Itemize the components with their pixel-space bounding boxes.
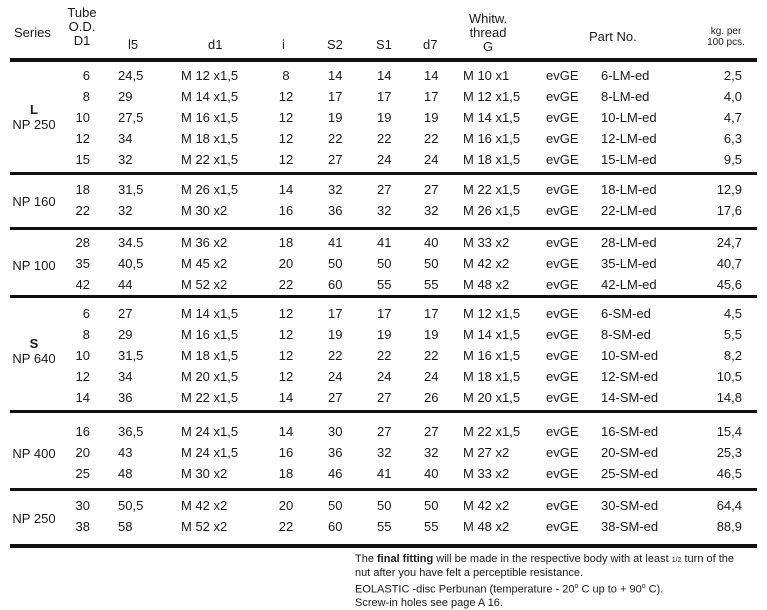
cell-s2: 19 — [328, 327, 343, 342]
cell-i: 14 — [278, 182, 294, 197]
cell-i: 12 — [278, 152, 294, 167]
cell-thread: M 12 x1,5 — [181, 68, 239, 83]
cell-thread: M 14 x1,5 — [181, 306, 239, 321]
cell-part: 6-SM-ed — [601, 306, 651, 321]
cell-s2: 50 — [328, 498, 343, 513]
cell-d1od: 8 — [82, 89, 90, 104]
cell-s2: 46 — [328, 466, 343, 481]
cell-d1od: 42 — [75, 277, 90, 292]
cell-pre: evGE — [546, 466, 579, 481]
cell-pre: evGE — [546, 519, 579, 534]
cell-i: 14 — [278, 390, 294, 405]
header-kg-line2: 100 pcs. — [707, 37, 745, 48]
cell-l5: 27 — [118, 306, 133, 321]
cell-part: 25-SM-ed — [601, 466, 659, 481]
cell-part: 12-LM-ed — [601, 131, 657, 146]
cell-part: 16-SM-ed — [601, 424, 659, 439]
cell-part: 8-LM-ed — [601, 89, 650, 104]
cell-d1od: 38 — [75, 519, 90, 534]
group-divider — [10, 488, 757, 491]
cell-part: 20-SM-ed — [601, 445, 659, 460]
cell-pre: evGE — [546, 203, 579, 218]
cell-g: M 48 x2 — [463, 277, 510, 292]
cell-part: 28-LM-ed — [601, 235, 657, 250]
cell-kg: 12,9 — [716, 182, 742, 197]
cell-l5: 32 — [118, 203, 133, 218]
cell-l5: 27,5 — [118, 110, 144, 125]
cell-d1od: 22 — [75, 203, 90, 218]
cell-d1od: 12 — [75, 369, 90, 384]
cell-d1od: 14 — [75, 390, 90, 405]
cell-d7: 50 — [424, 256, 439, 271]
cell-l5: 32 — [118, 152, 133, 167]
series-label-group-1 — [4, 102, 64, 132]
cell-kg: 14,8 — [716, 390, 742, 405]
cell-s1: 55 — [377, 277, 392, 292]
group-divider — [10, 172, 757, 175]
cell-kg: 5,5 — [723, 327, 742, 342]
cell-g: M 27 x2 — [463, 445, 510, 460]
cell-kg: 45,6 — [716, 277, 742, 292]
cell-d1od: 6 — [82, 306, 90, 321]
cell-kg: 40,7 — [716, 256, 742, 271]
cell-pre: evGE — [546, 327, 579, 342]
cell-d7: 27 — [424, 182, 439, 197]
cell-pre: evGE — [546, 277, 579, 292]
cell-d1od: 15 — [75, 152, 90, 167]
series-label-group-2 — [4, 194, 64, 209]
cell-kg: 88,9 — [716, 519, 742, 534]
header-kg-line1: kg. per — [710, 26, 742, 37]
cell-s1: 17 — [377, 89, 392, 104]
cell-s1: 50 — [377, 256, 392, 271]
cell-l5: 29 — [118, 327, 133, 342]
series-pressure: NP 250 — [12, 511, 56, 526]
header-whitw-thread — [462, 12, 514, 54]
header-i: i — [282, 37, 285, 52]
footer-rule — [10, 544, 757, 548]
cell-i: 8 — [282, 68, 290, 83]
cell-d1od: 20 — [75, 445, 90, 460]
cell-thread: M 52 x2 — [181, 277, 228, 292]
series-pressure: NP 100 — [12, 258, 56, 273]
cell-l5: 58 — [118, 519, 133, 534]
series-label-group-3 — [4, 258, 64, 273]
cell-l5: 48 — [118, 466, 133, 481]
cell-i: 14 — [278, 424, 294, 439]
cell-part: 10-SM-ed — [601, 348, 659, 363]
cell-i: 16 — [278, 445, 294, 460]
cell-d7: 55 — [424, 519, 439, 534]
cell-g: M 18 x1,5 — [463, 152, 521, 167]
cell-thread: M 16 x1,5 — [181, 110, 239, 125]
cell-part: 10-LM-ed — [601, 110, 657, 125]
group-divider — [10, 410, 757, 413]
note-line-2: nut after you have felt a perceptible resistance. — [355, 567, 584, 579]
cell-thread: M 14 x1,5 — [181, 89, 239, 104]
cell-pre: evGE — [546, 110, 579, 125]
cell-kg: 4,0 — [723, 89, 742, 104]
cell-pre: evGE — [546, 89, 579, 104]
cell-i: 12 — [278, 369, 294, 384]
cell-d1od: 10 — [75, 348, 90, 363]
cell-part: 18-LM-ed — [601, 182, 657, 197]
cell-l5: 40,5 — [118, 256, 144, 271]
cell-pre: evGE — [546, 68, 579, 83]
cell-s2: 17 — [328, 89, 343, 104]
cell-l5: 31,5 — [118, 182, 144, 197]
cell-kg: 6,3 — [723, 131, 742, 146]
cell-g: M 18 x1,5 — [463, 369, 521, 384]
cell-kg: 15,4 — [716, 424, 742, 439]
cell-thread: M 30 x2 — [181, 203, 228, 218]
cell-d7: 17 — [424, 306, 439, 321]
cell-s1: 50 — [377, 498, 392, 513]
cell-g: M 12 x1,5 — [463, 306, 521, 321]
cell-i: 22 — [278, 519, 294, 534]
cell-g: M 12 x1,5 — [463, 89, 521, 104]
cell-pre: evGE — [546, 445, 579, 460]
cell-s2: 60 — [328, 519, 343, 534]
cell-s2: 41 — [328, 235, 343, 250]
header-whitw-line3: G — [482, 39, 494, 54]
cell-i: 12 — [278, 348, 294, 363]
header-tube-od — [62, 6, 102, 48]
cell-part: 22-LM-ed — [601, 203, 657, 218]
group-divider — [10, 295, 757, 298]
cell-thread: M 26 x1,5 — [181, 182, 239, 197]
cell-s2: 36 — [328, 203, 343, 218]
header-series: Series — [14, 25, 51, 40]
cell-l5: 44 — [118, 277, 133, 292]
header-s1: S1 — [376, 37, 392, 52]
cell-l5: 34.5 — [118, 235, 144, 250]
cell-d7: 24 — [424, 152, 439, 167]
cell-kg: 4,5 — [723, 306, 742, 321]
cell-thread: M 36 x2 — [181, 235, 228, 250]
cell-kg: 24,7 — [716, 235, 742, 250]
cell-s1: 32 — [377, 445, 392, 460]
cell-d1od: 30 — [75, 498, 90, 513]
cell-i: 16 — [278, 203, 294, 218]
cell-d7: 19 — [424, 327, 439, 342]
cell-pre: evGE — [546, 348, 579, 363]
cell-i: 12 — [278, 131, 294, 146]
note-line-3: EOLASTIC -disc Perbunan (temperature - 20$^o$ C up to + $90^o$ C). — [355, 583, 664, 596]
cell-thread: M 52 x2 — [181, 519, 228, 534]
cell-thread: M 24 x1,5 — [181, 424, 239, 439]
cell-d1od: 6 — [82, 68, 90, 83]
header-d1: d1 — [208, 37, 223, 52]
header-tube-line1: Tube — [67, 5, 97, 20]
cell-d7: 40 — [424, 466, 439, 481]
cell-g: M 26 x1,5 — [463, 203, 521, 218]
cell-d1od: 12 — [75, 131, 90, 146]
cell-thread: M 18 x1,5 — [181, 131, 239, 146]
cell-i: 18 — [278, 235, 294, 250]
cell-d7: 19 — [424, 110, 439, 125]
cell-d1od: 10 — [75, 110, 90, 125]
cell-g: M 33 x2 — [463, 235, 510, 250]
cell-pre: evGE — [546, 424, 579, 439]
cell-s1: 14 — [377, 68, 392, 83]
cell-d7: 22 — [424, 131, 439, 146]
cell-d7: 17 — [424, 89, 439, 104]
cell-s1: 24 — [377, 369, 392, 384]
cell-i: 22 — [278, 277, 294, 292]
cell-part: 14-SM-ed — [601, 390, 659, 405]
header-tube-line2: O.D. — [68, 19, 96, 34]
cell-g: M 42 x2 — [463, 256, 510, 271]
cell-g: M 14 x1,5 — [463, 110, 521, 125]
cell-d1od: 16 — [75, 424, 90, 439]
cell-g: M 20 x1,5 — [463, 390, 521, 405]
cell-kg: 8,2 — [723, 348, 742, 363]
cell-part: 12-SM-ed — [601, 369, 659, 384]
cell-s1: 55 — [377, 519, 392, 534]
cell-part: 35-LM-ed — [601, 256, 657, 271]
series-code: S — [29, 336, 39, 351]
cell-d7: 55 — [424, 277, 439, 292]
cell-thread: M 45 x2 — [181, 256, 228, 271]
cell-s1: 22 — [377, 131, 392, 146]
header-kg — [700, 26, 752, 48]
cell-d1od: 28 — [75, 235, 90, 250]
cell-d7: 27 — [424, 424, 439, 439]
cell-l5: 29 — [118, 89, 133, 104]
footnotes — [355, 553, 734, 610]
cell-g: M 42 x2 — [463, 498, 510, 513]
cell-d7: 50 — [424, 498, 439, 513]
cell-l5: 31,5 — [118, 348, 144, 363]
cell-part: 30-SM-ed — [601, 498, 659, 513]
cell-s1: 22 — [377, 348, 392, 363]
cell-g: M 16 x1,5 — [463, 131, 521, 146]
cell-i: 20 — [278, 256, 294, 271]
header-rule — [10, 58, 757, 62]
cell-pre: evGE — [546, 152, 579, 167]
cell-i: 18 — [278, 466, 294, 481]
cell-d7: 32 — [424, 203, 439, 218]
cell-l5: 36 — [118, 390, 133, 405]
series-pressure: NP 160 — [12, 194, 56, 209]
header-l5: l5 — [128, 37, 139, 52]
cell-d1od: 35 — [75, 256, 90, 271]
header-tube-line3: D1 — [73, 33, 91, 48]
cell-s2: 17 — [328, 306, 343, 321]
cell-pre: evGE — [546, 369, 579, 384]
cell-s1: 19 — [377, 110, 392, 125]
cell-kg: 17,6 — [716, 203, 742, 218]
cell-i: 12 — [278, 89, 294, 104]
cell-l5: 24,5 — [118, 68, 144, 83]
cell-part: 38-SM-ed — [601, 519, 659, 534]
cell-d7: 26 — [424, 390, 439, 405]
cell-d1od: 25 — [75, 466, 90, 481]
cell-s1: 27 — [377, 390, 392, 405]
cell-pre: evGE — [546, 498, 579, 513]
cell-s1: 27 — [377, 424, 392, 439]
cell-i: 12 — [278, 306, 294, 321]
cell-s2: 27 — [328, 152, 343, 167]
cell-s1: 27 — [377, 182, 392, 197]
cell-pre: evGE — [546, 131, 579, 146]
series-label-group-6 — [4, 511, 64, 526]
cell-d7: 14 — [424, 68, 439, 83]
cell-l5: 34 — [118, 369, 133, 384]
cell-s1: 17 — [377, 306, 392, 321]
cell-part: 42-LM-ed — [601, 277, 657, 292]
cell-kg: 46,5 — [716, 466, 742, 481]
series-label-group-5 — [4, 446, 64, 461]
cell-thread: M 16 x1,5 — [181, 327, 239, 342]
cell-pre: evGE — [546, 256, 579, 271]
cell-s2: 50 — [328, 256, 343, 271]
cell-d7: 24 — [424, 369, 439, 384]
cell-kg: 9,5 — [723, 152, 742, 167]
cell-pre: evGE — [546, 235, 579, 250]
cell-thread: M 18 x1,5 — [181, 348, 239, 363]
header-d7: d7 — [423, 37, 438, 52]
cell-d7: 40 — [424, 235, 439, 250]
cell-kg: 64,4 — [716, 498, 742, 513]
cell-g: M 10 x1 — [463, 68, 510, 83]
cell-s1: 41 — [377, 466, 392, 481]
series-pressure: NP 250 — [12, 117, 56, 132]
cell-d1od: 8 — [82, 327, 90, 342]
cell-s1: 41 — [377, 235, 392, 250]
cell-l5: 43 — [118, 445, 133, 460]
cell-d7: 22 — [424, 348, 439, 363]
cell-part: 8-SM-ed — [601, 327, 651, 342]
header-whitw-line2: thread — [469, 25, 507, 40]
note-line-4: Screw-in holes see page A 16. — [355, 596, 503, 609]
cell-g: M 14 x1,5 — [463, 327, 521, 342]
series-pressure: NP 400 — [12, 446, 56, 461]
series-code: L — [30, 102, 38, 117]
cell-thread: M 42 x2 — [181, 498, 228, 513]
cell-i: 12 — [278, 110, 294, 125]
cell-s2: 30 — [328, 424, 343, 439]
cell-g: M 16 x1,5 — [463, 348, 521, 363]
note-line-1: The final fitting will be made in the respective body with at least 1/2 turn of the — [355, 553, 735, 565]
header-whitw-line1: Whitw. — [468, 11, 508, 26]
cell-s2: 27 — [328, 390, 343, 405]
series-pressure: NP 640 — [12, 351, 56, 366]
header-s2: S2 — [327, 37, 343, 52]
cell-l5: 50,5 — [118, 498, 144, 513]
cell-pre: evGE — [546, 182, 579, 197]
cell-s1: 32 — [377, 203, 392, 218]
cell-thread: M 22 x1,5 — [181, 152, 239, 167]
cell-s2: 22 — [328, 131, 343, 146]
cell-g: M 33 x2 — [463, 466, 510, 481]
cell-d1od: 18 — [75, 182, 90, 197]
header-part-no: Part No. — [589, 29, 637, 44]
cell-i: 20 — [278, 498, 294, 513]
cell-g: M 22 x1,5 — [463, 424, 521, 439]
cell-pre: evGE — [546, 306, 579, 321]
cell-s2: 22 — [328, 348, 343, 363]
cell-s2: 19 — [328, 110, 343, 125]
cell-kg: 10,5 — [716, 369, 742, 384]
cell-part: 15-LM-ed — [601, 152, 657, 167]
cell-thread: M 24 x1,5 — [181, 445, 239, 460]
cell-kg: 2,5 — [723, 68, 742, 83]
cell-l5: 36,5 — [118, 424, 144, 439]
cell-d7: 32 — [424, 445, 439, 460]
cell-part: 6-LM-ed — [601, 68, 650, 83]
series-label-group-4 — [4, 336, 64, 366]
cell-kg: 4,7 — [723, 110, 742, 125]
group-divider — [10, 227, 757, 230]
cell-s2: 36 — [328, 445, 343, 460]
cell-s1: 24 — [377, 152, 392, 167]
cell-s2: 14 — [328, 68, 343, 83]
cell-kg: 25,3 — [716, 445, 742, 460]
cell-thread: M 30 x2 — [181, 466, 228, 481]
cell-s2: 60 — [328, 277, 343, 292]
cell-s2: 32 — [328, 182, 343, 197]
cell-i: 12 — [278, 327, 294, 342]
cell-s2: 24 — [328, 369, 343, 384]
cell-g: M 22 x1,5 — [463, 182, 521, 197]
cell-pre: evGE — [546, 390, 579, 405]
cell-thread: M 22 x1,5 — [181, 390, 239, 405]
cell-g: M 48 x2 — [463, 519, 510, 534]
cell-thread: M 20 x1,5 — [181, 369, 239, 384]
cell-s1: 19 — [377, 327, 392, 342]
cell-l5: 34 — [118, 131, 133, 146]
